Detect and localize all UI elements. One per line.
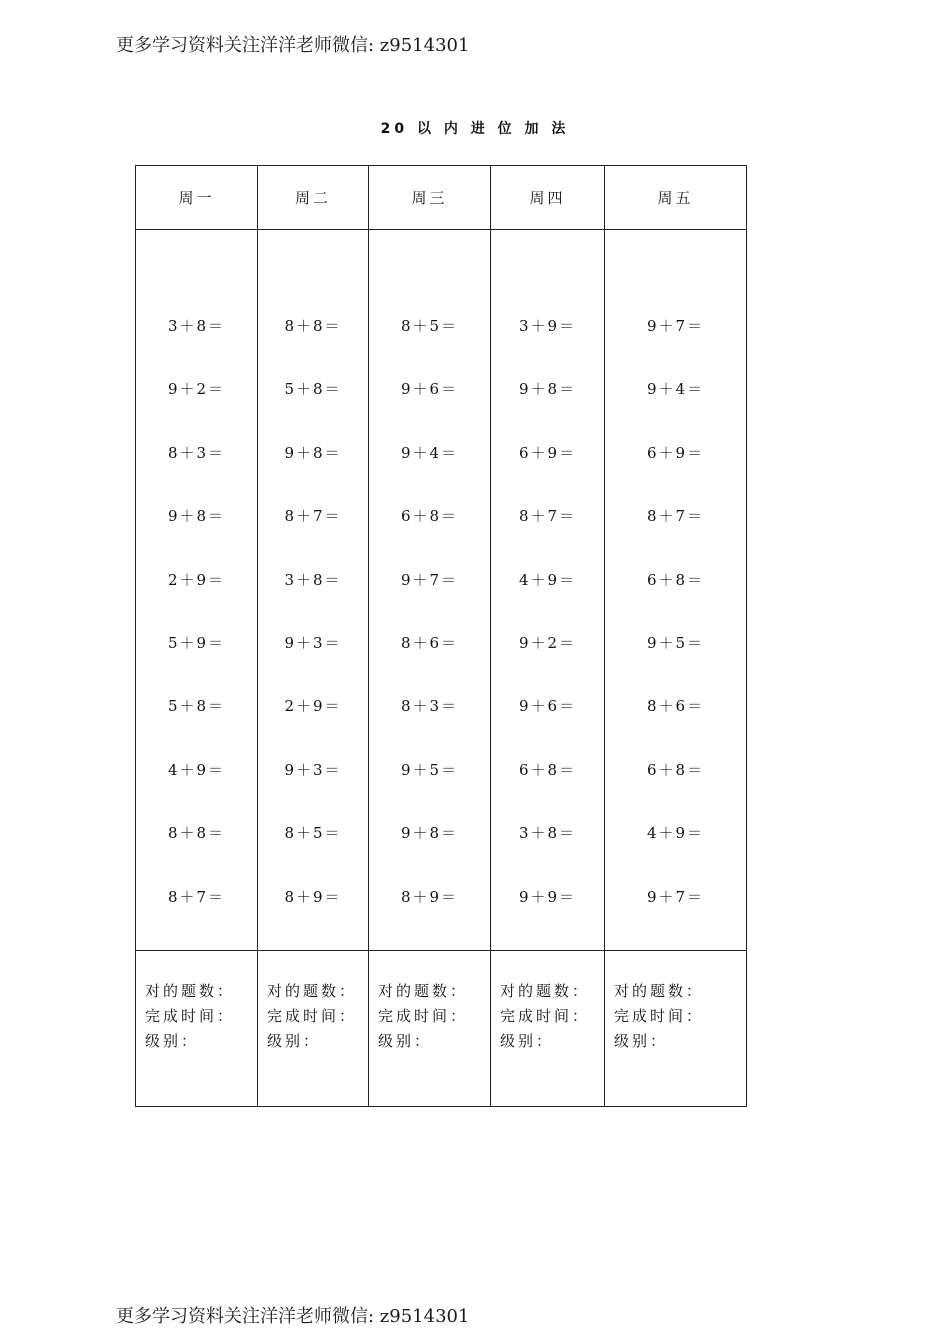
completion-time-label: 完成时间： bbox=[500, 1007, 591, 1025]
correct-count-label: 对的题数： bbox=[378, 982, 469, 1000]
score-cell bbox=[605, 951, 747, 1107]
addition-problem: 9＋7＝ bbox=[646, 317, 705, 335]
addition-problem: 4＋9＝ bbox=[646, 824, 705, 843]
addition-problem: 8＋3＝ bbox=[400, 697, 459, 716]
page-title: 20 以 内 进 位 加 法 bbox=[380, 121, 570, 137]
problems-row bbox=[136, 230, 747, 951]
header-row bbox=[136, 166, 747, 230]
addition-problem: 3＋8＝ bbox=[167, 317, 226, 335]
addition-problem: 9＋3＝ bbox=[284, 760, 342, 779]
correct-count-label: 对的题数： bbox=[267, 982, 358, 1000]
addition-problem: 6＋8＝ bbox=[400, 507, 459, 526]
day-header: 周一 bbox=[136, 166, 258, 230]
addition-problem: 9＋7＝ bbox=[646, 887, 705, 906]
addition-problem: 9＋9＝ bbox=[518, 887, 577, 906]
addition-problem: 8＋5＝ bbox=[284, 824, 342, 843]
score-cell bbox=[369, 951, 491, 1107]
addition-problem: 9＋8＝ bbox=[518, 380, 577, 399]
grade-label: 级别： bbox=[267, 1032, 322, 1050]
addition-problem: 9＋2＝ bbox=[167, 380, 226, 399]
addition-problem: 5＋9＝ bbox=[167, 633, 226, 652]
completion-time-label: 完成时间： bbox=[145, 1007, 236, 1025]
problem-column bbox=[605, 230, 747, 951]
addition-problem: 5＋8＝ bbox=[284, 380, 342, 399]
addition-problem: 8＋7＝ bbox=[167, 887, 226, 906]
grade-label: 级别： bbox=[500, 1032, 555, 1050]
addition-problem: 6＋9＝ bbox=[646, 443, 705, 462]
worksheet-table bbox=[135, 165, 747, 1107]
addition-problem: 6＋8＝ bbox=[518, 760, 577, 779]
addition-problem: 4＋9＝ bbox=[167, 760, 226, 779]
addition-problem: 8＋8＝ bbox=[284, 317, 342, 335]
addition-problem: 9＋6＝ bbox=[400, 380, 459, 399]
addition-problem: 4＋9＝ bbox=[518, 570, 577, 589]
addition-problem: 9＋7＝ bbox=[400, 570, 459, 589]
addition-problem: 8＋7＝ bbox=[646, 507, 705, 526]
day-header: 周四 bbox=[491, 166, 605, 230]
addition-problem: 9＋4＝ bbox=[646, 380, 705, 399]
day-header: 周五 bbox=[605, 166, 747, 230]
completion-time-label: 完成时间： bbox=[267, 1007, 358, 1025]
correct-count-label: 对的题数： bbox=[500, 982, 591, 1000]
watermark-top: 更多学习资料关注洋洋老师微信: z9514301 bbox=[116, 35, 470, 56]
addition-problem: 2＋9＝ bbox=[167, 570, 226, 589]
addition-problem: 8＋7＝ bbox=[518, 507, 577, 526]
score-cell bbox=[491, 951, 605, 1107]
addition-problem: 2＋9＝ bbox=[284, 697, 342, 716]
addition-problem: 9＋2＝ bbox=[518, 633, 577, 652]
addition-problem: 8＋3＝ bbox=[167, 443, 226, 462]
footer-row bbox=[136, 951, 747, 1107]
addition-problem: 9＋5＝ bbox=[400, 760, 459, 779]
addition-problem: 3＋9＝ bbox=[518, 317, 577, 335]
addition-problem: 6＋9＝ bbox=[518, 443, 577, 462]
completion-time-label: 完成时间： bbox=[614, 1007, 705, 1025]
completion-time-label: 完成时间： bbox=[378, 1007, 469, 1025]
problem-column bbox=[136, 230, 258, 951]
day-header: 周三 bbox=[369, 166, 491, 230]
grade-label: 级别： bbox=[145, 1032, 200, 1050]
addition-problem: 9＋4＝ bbox=[400, 443, 459, 462]
addition-problem: 3＋8＝ bbox=[284, 570, 342, 589]
score-cell bbox=[258, 951, 369, 1107]
problem-column bbox=[491, 230, 605, 951]
correct-count-label: 对的题数： bbox=[614, 982, 705, 1000]
addition-problem: 8＋5＝ bbox=[400, 317, 459, 335]
addition-problem: 9＋8＝ bbox=[400, 824, 459, 843]
grade-label: 级别： bbox=[614, 1032, 669, 1050]
grade-label: 级别： bbox=[378, 1032, 433, 1050]
addition-problem: 5＋8＝ bbox=[167, 697, 226, 716]
addition-problem: 9＋8＝ bbox=[167, 507, 226, 526]
addition-problem: 9＋5＝ bbox=[646, 633, 705, 652]
watermark-bottom: 更多学习资料关注洋洋老师微信: z9514301 bbox=[116, 1306, 470, 1327]
addition-problem: 3＋8＝ bbox=[518, 824, 577, 843]
addition-problem: 8＋8＝ bbox=[167, 824, 226, 843]
addition-problem: 9＋6＝ bbox=[518, 697, 577, 716]
addition-problem: 6＋8＝ bbox=[646, 570, 705, 589]
addition-problem: 6＋8＝ bbox=[646, 760, 705, 779]
problem-column bbox=[369, 230, 491, 951]
addition-problem: 9＋3＝ bbox=[284, 633, 342, 652]
addition-problem: 8＋9＝ bbox=[400, 887, 459, 906]
addition-problem: 8＋9＝ bbox=[284, 887, 342, 906]
problem-column bbox=[258, 230, 369, 951]
addition-problem: 8＋7＝ bbox=[284, 507, 342, 526]
score-cell bbox=[136, 951, 258, 1107]
addition-problem: 8＋6＝ bbox=[400, 633, 459, 652]
addition-problem: 9＋8＝ bbox=[284, 443, 342, 462]
day-header: 周二 bbox=[258, 166, 369, 230]
addition-problem: 8＋6＝ bbox=[646, 697, 705, 716]
correct-count-label: 对的题数： bbox=[145, 982, 236, 1000]
